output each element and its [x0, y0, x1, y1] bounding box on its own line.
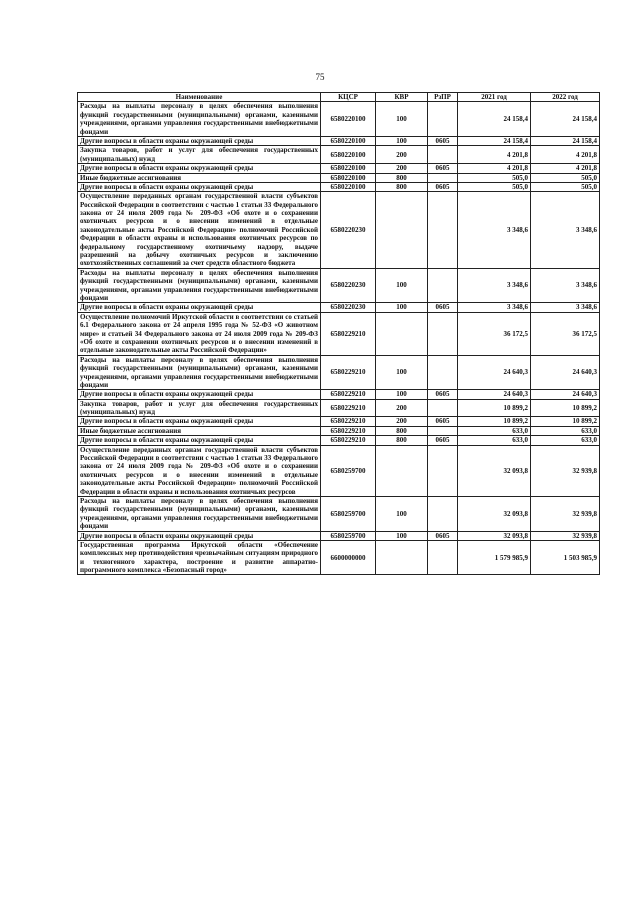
row-name: Иные бюджетные ассигнования	[78, 173, 321, 182]
row-kvr: 200	[376, 399, 428, 417]
row-kcsr: 6580229210	[321, 390, 376, 399]
row-kvr: 100	[376, 136, 428, 145]
row-2021: 10 899,2	[458, 399, 531, 417]
row-kvr: 100	[376, 531, 428, 540]
row-rzpr: 0605	[428, 182, 458, 191]
row-name: Осуществление полномочий Иркутской области в соответствии со статьей 6.1 Федерального закона от 24 апреля 1995 года № 52-ФЗ «О животном мире» и статьей 34 Федерального закона от 24 июля 2009 года № 209-ФЗ «Об охоте и сохранении охотничьих ресурсов и о внесении изменений в отдельные законодательные акты Российской Федерации»	[78, 312, 321, 355]
table-row	[78, 399, 600, 417]
row-kcsr: 6580259700	[321, 531, 376, 540]
row-rzpr: 0605	[428, 136, 458, 145]
row-2021: 633,0	[458, 436, 531, 445]
row-kcsr: 6580229210	[321, 355, 376, 390]
row-rzpr	[428, 426, 458, 435]
row-2021: 4 201,8	[458, 164, 531, 173]
row-kvr: 800	[376, 173, 428, 182]
row-kvr: 100	[376, 390, 428, 399]
row-rzpr: 0605	[428, 303, 458, 312]
row-2022: 1 503 985,9	[531, 540, 600, 575]
row-2022: 633,0	[531, 436, 600, 445]
table-row	[78, 390, 600, 399]
row-name: Осуществление переданных органам государственной власти субъектов Российской Федерации в соответствии с частью 1 статьи 33 Федерального закона от 24 июля 2009 года № 209-ФЗ «Об охоте и о сохранении охотничьих ресурсов и о внесении изменений в отдельные законодательные акты Российской Федерации» полномочий Российской Федерации в области охраны и использования охотничьих ресурсов	[78, 445, 321, 496]
row-rzpr	[428, 445, 458, 496]
row-2021: 505,0	[458, 173, 531, 182]
row-kvr: 100	[376, 303, 428, 312]
row-2022: 3 348,6	[531, 303, 600, 312]
row-kcsr: 6580220230	[321, 192, 376, 269]
row-2021: 505,0	[458, 182, 531, 191]
page-number: 75	[315, 72, 325, 82]
row-2022: 10 899,2	[531, 399, 600, 417]
row-name: Иные бюджетные ассигнования	[78, 426, 321, 435]
row-rzpr	[428, 399, 458, 417]
row-kvr: 800	[376, 436, 428, 445]
row-rzpr: 0605	[428, 436, 458, 445]
row-name: Другие вопросы в области охраны окружающей среды	[78, 164, 321, 173]
row-2022: 505,0	[531, 182, 600, 191]
row-2021: 24 158,4	[458, 102, 531, 137]
header-rzpr: РзПР	[428, 93, 458, 102]
row-kvr: 100	[376, 355, 428, 390]
table-row	[78, 496, 600, 531]
table-row	[78, 445, 600, 496]
table-row	[78, 531, 600, 540]
row-kcsr: 6580229210	[321, 399, 376, 417]
row-2021: 32 093,8	[458, 445, 531, 496]
table-row	[78, 355, 600, 390]
row-name: Расходы на выплаты персоналу в целях обеспечения выполнения функций государственными (муниципальными) органами, казенными учреждениями, органами управления государственными внебюджетными фондами	[78, 496, 321, 531]
row-2021: 32 093,8	[458, 531, 531, 540]
row-2022: 24 158,4	[531, 136, 600, 145]
row-kcsr: 6580220100	[321, 136, 376, 145]
row-kvr: 100	[376, 268, 428, 303]
header-kvr: КВР	[376, 93, 428, 102]
row-2022: 32 939,8	[531, 531, 600, 540]
table-row	[78, 164, 600, 173]
row-2022: 36 172,5	[531, 312, 600, 355]
table-body	[78, 102, 600, 575]
row-kvr	[376, 312, 428, 355]
row-name: Расходы на выплаты персоналу в целях обеспечения выполнения функций государственными (муниципальными) органами, казенными учреждениями, органами управления государственными внебюджетными фондами	[78, 268, 321, 303]
row-kcsr: 6580220100	[321, 173, 376, 182]
row-kvr: 100	[376, 102, 428, 137]
row-kcsr: 6580220100	[321, 146, 376, 164]
row-2021: 24 158,4	[458, 136, 531, 145]
row-2022: 633,0	[531, 426, 600, 435]
row-kvr	[376, 192, 428, 269]
row-2021: 3 348,6	[458, 192, 531, 269]
row-rzpr	[428, 102, 458, 137]
table-row	[78, 182, 600, 191]
row-name: Другие вопросы в области охраны окружающей среды	[78, 390, 321, 399]
row-rzpr: 0605	[428, 390, 458, 399]
row-name: Другие вопросы в области охраны окружающей среды	[78, 136, 321, 145]
row-2021: 36 172,5	[458, 312, 531, 355]
row-kvr	[376, 540, 428, 575]
table-row	[78, 268, 600, 303]
row-kvr: 800	[376, 182, 428, 191]
row-kvr: 200	[376, 417, 428, 426]
row-2021: 3 348,6	[458, 268, 531, 303]
row-rzpr	[428, 496, 458, 531]
header-row	[78, 93, 600, 102]
row-rzpr	[428, 173, 458, 182]
row-name: Другие вопросы в области охраны окружающей среды	[78, 436, 321, 445]
row-name: Расходы на выплаты персоналу в целях обеспечения выполнения функций государственными (муниципальными) органами, казенными учреждениями, органами управления государственными внебюджетными фондами	[78, 102, 321, 137]
row-kvr: 200	[376, 146, 428, 164]
row-name: Другие вопросы в области охраны окружающей среды	[78, 303, 321, 312]
row-2021: 633,0	[458, 426, 531, 435]
row-kcsr: 6580220230	[321, 268, 376, 303]
row-kcsr: 6580229210	[321, 426, 376, 435]
row-2022: 3 348,6	[531, 192, 600, 269]
header-kcsr: КЦСР	[321, 93, 376, 102]
table-row	[78, 303, 600, 312]
row-2021: 24 640,3	[458, 390, 531, 399]
row-2021: 1 579 985,9	[458, 540, 531, 575]
row-kcsr: 6580220100	[321, 102, 376, 137]
row-rzpr: 0605	[428, 531, 458, 540]
table-row	[78, 417, 600, 426]
row-rzpr: 0605	[428, 417, 458, 426]
table-row	[78, 312, 600, 355]
row-2022: 24 158,4	[531, 102, 600, 137]
table-row	[78, 136, 600, 145]
row-kvr	[376, 445, 428, 496]
row-rzpr	[428, 192, 458, 269]
table-row	[78, 436, 600, 445]
row-rzpr	[428, 540, 458, 575]
row-kcsr: 6580229210	[321, 417, 376, 426]
row-kcsr: 6580220100	[321, 182, 376, 191]
row-rzpr	[428, 312, 458, 355]
row-kcsr: 6600000000	[321, 540, 376, 575]
row-rzpr	[428, 146, 458, 164]
row-2022: 4 201,8	[531, 164, 600, 173]
row-kvr: 800	[376, 426, 428, 435]
header-2022: 2022 год	[531, 93, 600, 102]
row-name: Осуществление переданных органам государственной власти субъектов Российской Федерации в соответствии с частью 1 статьи 33 Федерального закона от 24 июля 2009 года № 209-ФЗ «Об охоте и о сохранении охотничьих ресурсов и о внесении изменений в отдельные законодательные акты Российской Федерации» полномочий Российской Федерации в области охраны и использования охотничьих ресурсов по федеральному государственному охотничьему надзору, выдаче разрешений на добычу охотничьих ресурсов и заключению охотхозяйственных соглашений за счет средств областного бюджета	[78, 192, 321, 269]
row-kcsr: 6580220230	[321, 303, 376, 312]
row-rzpr	[428, 268, 458, 303]
row-2022: 32 939,8	[531, 496, 600, 531]
row-2021: 4 201,8	[458, 146, 531, 164]
row-name: Другие вопросы в области охраны окружающей среды	[78, 417, 321, 426]
row-kcsr: 6580229210	[321, 436, 376, 445]
table-row	[78, 146, 600, 164]
row-kcsr: 6580220100	[321, 164, 376, 173]
row-name: Расходы на выплаты персоналу в целях обеспечения выполнения функций государственными (муниципальными) органами, казенными учреждениями, органами управления государственными внебюджетными фондами	[78, 355, 321, 390]
row-2022: 32 939,8	[531, 445, 600, 496]
row-2021: 3 348,6	[458, 303, 531, 312]
budget-table	[77, 92, 600, 575]
row-2021: 10 899,2	[458, 417, 531, 426]
row-kvr: 100	[376, 496, 428, 531]
header-name: Наименование	[78, 93, 321, 102]
row-2022: 10 899,2	[531, 417, 600, 426]
row-kcsr: 6580259700	[321, 445, 376, 496]
table-row	[78, 540, 600, 575]
table-row	[78, 192, 600, 269]
row-2022: 3 348,6	[531, 268, 600, 303]
table-row	[78, 173, 600, 182]
row-name: Закупка товаров, работ и услуг для обеспечения государственных (муниципальных) нужд	[78, 399, 321, 417]
row-kcsr: 6580259700	[321, 496, 376, 531]
row-kcsr: 6580229210	[321, 312, 376, 355]
table-row	[78, 102, 600, 137]
row-2021: 32 093,8	[458, 496, 531, 531]
row-2022: 24 640,3	[531, 390, 600, 399]
table-row	[78, 426, 600, 435]
row-name: Государственная программа Иркутской области «Обеспечение комплексных мер противодействия чрезвычайным ситуациям природного и техногенного характера, построение и развитие аппаратно-программного комплекса «Безопасный город»	[78, 540, 321, 575]
header-2021: 2021 год	[458, 93, 531, 102]
row-2022: 24 640,3	[531, 355, 600, 390]
row-name: Другие вопросы в области охраны окружающей среды	[78, 182, 321, 191]
row-name: Другие вопросы в области охраны окружающей среды	[78, 531, 321, 540]
row-name: Закупка товаров, работ и услуг для обеспечения государственных (муниципальных) нужд	[78, 146, 321, 164]
row-kvr: 200	[376, 164, 428, 173]
table-header	[78, 93, 600, 102]
row-rzpr: 0605	[428, 164, 458, 173]
row-rzpr	[428, 355, 458, 390]
row-2022: 4 201,8	[531, 146, 600, 164]
row-2022: 505,0	[531, 173, 600, 182]
row-2021: 24 640,3	[458, 355, 531, 390]
